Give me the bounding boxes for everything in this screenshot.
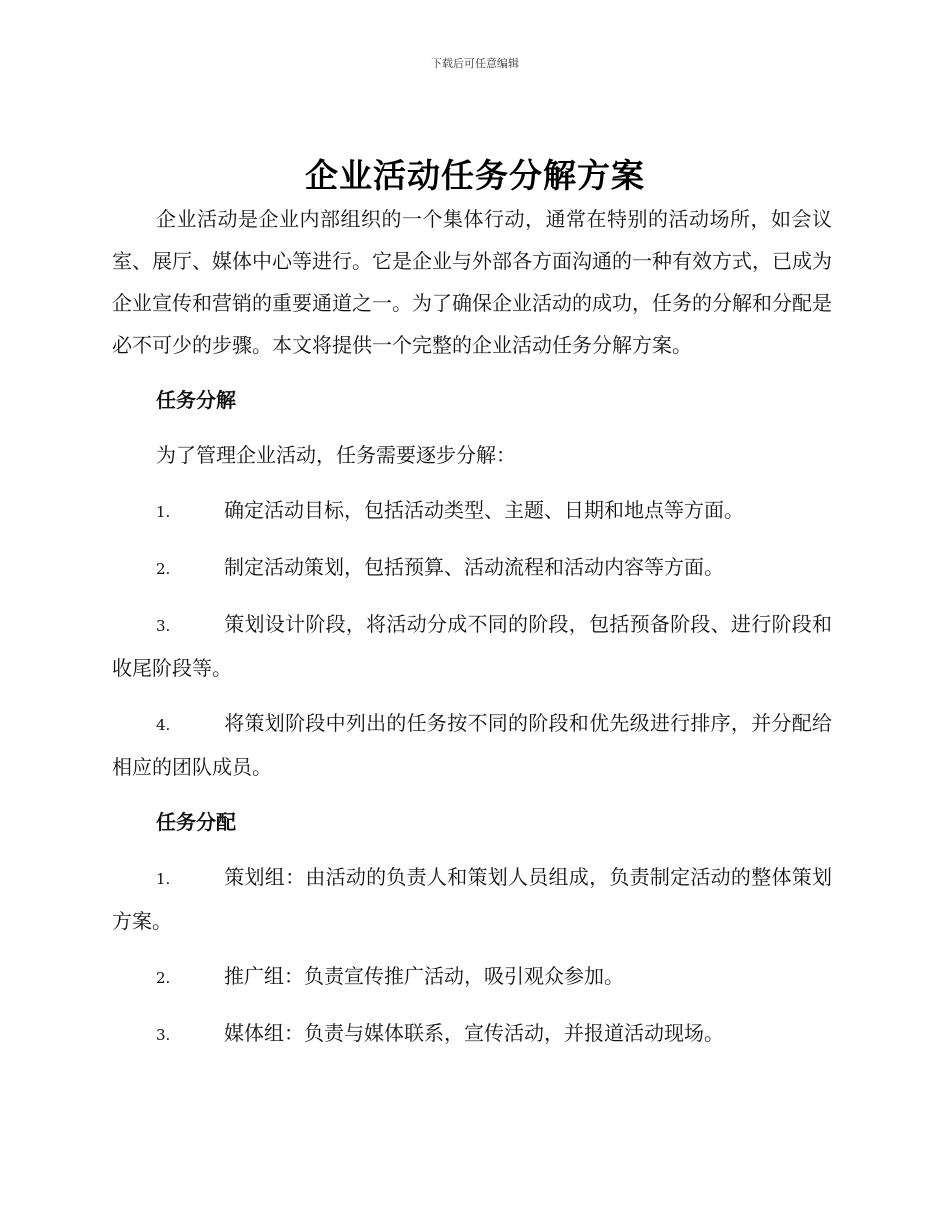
section-heading-decomposition: 任务分解 xyxy=(156,388,236,412)
document-body xyxy=(112,198,832,1069)
list-item-text: 制定活动策划，包括预算、活动流程和活动内容等方面。 xyxy=(224,555,724,579)
list-item xyxy=(112,955,832,999)
list-item xyxy=(112,546,832,590)
list-item-number: 2. xyxy=(156,969,171,987)
intro-paragraph: 企业活动是企业内部组织的一个集体行动，通常在特别的活动场所，如会议室、展厅、媒体中心等进行。它是企业与外部各方面沟通的一种有效方式，已成为企业宣传和营销的重要通道之一。为了确保企业活动的成功，任务的分解和分配是必不可少的步骤。本文将提供一个完整的企业活动任务分解方案。 xyxy=(112,207,832,357)
list-item-number: 4. xyxy=(156,716,171,734)
list-item xyxy=(112,1012,832,1056)
document-title: 企业活动任务分解方案 xyxy=(305,156,645,195)
list-item xyxy=(112,702,832,788)
list-item-number: 2. xyxy=(156,560,171,578)
header-note: 下载后可任意编辑 xyxy=(431,57,519,70)
list-item xyxy=(112,489,832,533)
section-lead-text: 为了管理企业活动，任务需要逐步分解： xyxy=(156,443,516,467)
list-item xyxy=(112,856,832,942)
list-item-text: 推广组：负责宣传推广活动，吸引观众参加。 xyxy=(224,964,624,988)
list-item-number: 1. xyxy=(156,503,171,521)
list-item xyxy=(112,603,832,689)
section-heading-assignment: 任务分配 xyxy=(156,810,236,834)
list-item-text: 媒体组：负责与媒体联系，宣传活动，并报道活动现场。 xyxy=(224,1021,724,1045)
list-item-text: 策划组：由活动的负责人和策划人员组成，负责制定活动的整体策划方案。 xyxy=(112,865,832,933)
list-item-text: 确定活动目标，包括活动类型、主题、日期和地点等方面。 xyxy=(224,498,744,522)
list-item-number: 3. xyxy=(156,617,171,635)
list-item-number: 3. xyxy=(156,1026,171,1044)
list-item-text: 将策划阶段中列出的任务按不同的阶段和优先级进行排序，并分配给相应的团队成员。 xyxy=(112,711,832,779)
list-item-number: 1. xyxy=(156,870,171,888)
list-item-text: 策划设计阶段，将活动分成不同的阶段，包括预备阶段、进行阶段和收尾阶段等。 xyxy=(112,612,832,680)
